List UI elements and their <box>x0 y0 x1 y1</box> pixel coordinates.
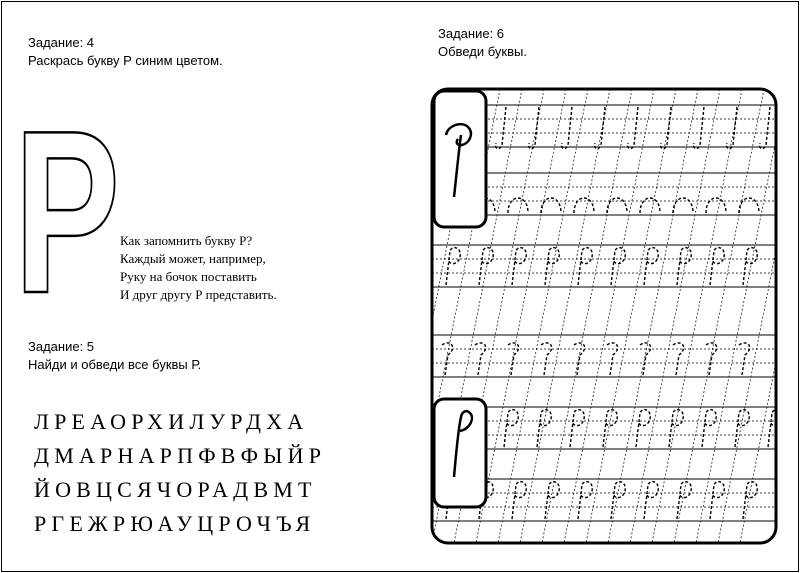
letter-row[interactable]: РГЕЖРЮАУЦРОЧЪЯ <box>34 511 316 536</box>
trace-letter[interactable] <box>644 482 658 519</box>
big-letter[interactable]: Р <box>14 108 120 298</box>
task-5-instruction: Найди и обведи все буквы Р. <box>28 357 202 372</box>
task-6-title: Задание: 6 <box>438 26 505 41</box>
trace-letter[interactable] <box>735 410 749 447</box>
slant-line <box>696 89 780 543</box>
trace-letter[interactable] <box>743 248 757 285</box>
task-6 <box>438 25 527 61</box>
trace-letter[interactable] <box>545 482 559 519</box>
trace-letter[interactable] <box>706 198 726 213</box>
trace-letter[interactable] <box>640 198 660 213</box>
trace-letter[interactable] <box>677 248 691 285</box>
slant-line <box>564 89 654 543</box>
slant-line <box>520 89 610 543</box>
slant-line <box>608 89 698 543</box>
trace-letter[interactable] <box>727 107 737 149</box>
trace-letter[interactable] <box>512 248 526 285</box>
trace-letter[interactable] <box>562 107 572 149</box>
poem-line: Руку на бочок поставить <box>120 269 257 284</box>
trace-letter[interactable] <box>442 343 453 375</box>
task-4-title: Задание: 4 <box>28 35 95 50</box>
big-letter-outline <box>14 108 124 298</box>
trace-letter[interactable] <box>541 343 552 375</box>
task-4-instruction: Раскрась букву Р синим цветом. <box>28 53 223 68</box>
poem-line: И друг другу Р представить. <box>120 287 277 302</box>
trace-letter[interactable] <box>706 343 717 375</box>
letter-row[interactable]: ДМАРНАРПФВФЫЙР <box>34 443 327 468</box>
trace-letter[interactable] <box>611 482 625 519</box>
slant-line <box>586 89 676 543</box>
letter-row[interactable]: ЙОВЦСЯЧОРАДВМТ <box>34 477 317 502</box>
trace-letter[interactable] <box>710 248 724 285</box>
task-6-instruction: Обведи буквы. <box>438 44 527 59</box>
sample-box-bottom <box>434 399 486 507</box>
trace-letter[interactable] <box>603 410 617 447</box>
slant-line <box>674 89 764 543</box>
trace-letter[interactable] <box>595 107 605 149</box>
trace-letter[interactable] <box>768 410 780 447</box>
slant-line <box>718 89 780 543</box>
trace-letter[interactable] <box>545 248 559 285</box>
poem-line: Как запомнить букву Р? <box>120 233 253 248</box>
task-5 <box>28 338 201 374</box>
trace-letter[interactable] <box>479 248 493 285</box>
trace-letter[interactable] <box>570 410 584 447</box>
slant-line <box>740 89 780 543</box>
slant-line <box>542 89 632 543</box>
trace-letter[interactable] <box>710 482 724 519</box>
trace-letter[interactable] <box>504 410 518 447</box>
trace-letter[interactable] <box>508 198 528 213</box>
poem <box>120 232 277 304</box>
slant-line <box>652 89 742 543</box>
trace-letter[interactable] <box>702 410 716 447</box>
slant-line <box>498 89 588 543</box>
trace-letter[interactable] <box>694 107 704 149</box>
trace-letter[interactable] <box>578 482 592 519</box>
trace-letter[interactable] <box>475 343 486 375</box>
trace-letter[interactable] <box>574 198 594 213</box>
trace-letter[interactable] <box>446 248 460 285</box>
task-4 <box>28 34 223 70</box>
trace-letter[interactable] <box>611 248 625 285</box>
poem-line: Каждый может, например, <box>120 251 266 266</box>
trace-letter[interactable] <box>496 107 506 149</box>
trace-letter[interactable] <box>574 343 585 375</box>
trace-letter[interactable] <box>578 248 592 285</box>
slant-line <box>630 89 720 543</box>
sample-box-top <box>434 91 486 227</box>
letter-traces[interactable] <box>442 107 780 519</box>
trace-letter[interactable] <box>673 343 684 375</box>
trace-letter[interactable] <box>739 343 750 375</box>
trace-letter[interactable] <box>628 107 638 149</box>
trace-letter[interactable] <box>508 343 519 375</box>
handwriting-sheet <box>428 85 780 547</box>
trace-letter[interactable] <box>512 482 526 519</box>
trace-letter[interactable] <box>529 107 539 149</box>
trace-letter[interactable] <box>743 482 757 519</box>
trace-letter[interactable] <box>661 107 671 149</box>
trace-letter[interactable] <box>537 410 551 447</box>
trace-letter[interactable] <box>760 107 770 149</box>
trace-letter[interactable] <box>669 410 683 447</box>
letter-row[interactable]: ЛРЕАОРХИЛУРДХА <box>34 409 309 434</box>
trace-letter[interactable] <box>636 410 650 447</box>
trace-letter[interactable] <box>640 343 651 375</box>
letter-grid <box>34 405 326 541</box>
slant-line <box>476 89 566 543</box>
trace-letter[interactable] <box>677 482 691 519</box>
task-5-title: Задание: 5 <box>28 339 95 354</box>
trace-letter[interactable] <box>644 248 658 285</box>
trace-letter[interactable] <box>607 343 618 375</box>
